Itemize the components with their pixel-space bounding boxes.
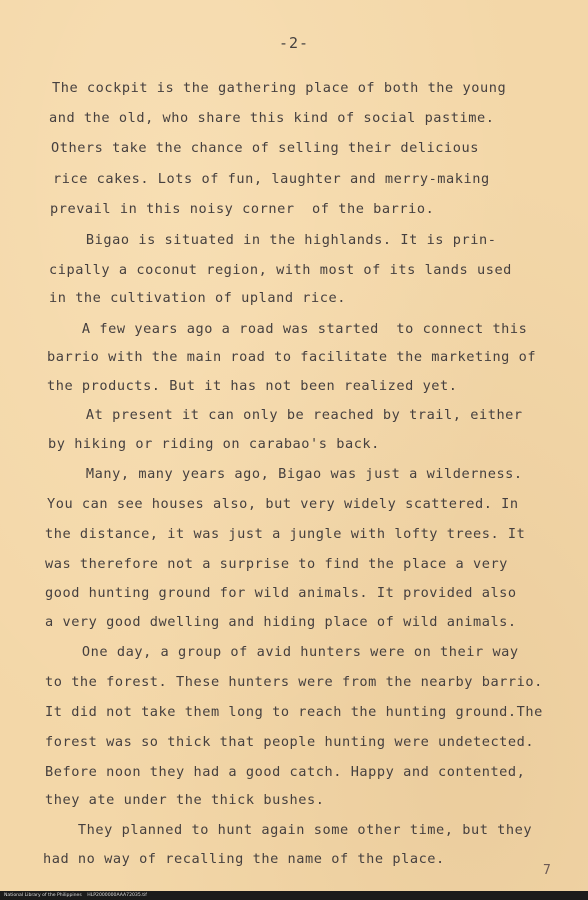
footer-bar xyxy=(0,891,588,900)
text-line: Bigao is situated in the highlands. It is prin- xyxy=(51,232,497,248)
text-line: One day, a group of avid hunters were on their way xyxy=(47,644,519,660)
text-line: cipally a coconut region, with most of its lands used xyxy=(49,262,512,278)
text-line: was therefore not a surprise to find the place a very xyxy=(45,556,508,572)
margin-mark: 7 xyxy=(543,863,551,878)
text-line: Many, many years ago, Bigao was just a wilderness. xyxy=(51,466,523,482)
text-line: and the old, who share this kind of social pastime. xyxy=(49,110,495,126)
page-number: -2- xyxy=(278,34,310,52)
text-line: The cockpit is the gathering place of both the young xyxy=(52,80,507,96)
text-line: They planned to hunt again some other time, but they xyxy=(43,822,533,838)
text-line: Before noon they had a good catch. Happy and contented, xyxy=(45,764,526,780)
text-line: to the forest. These hunters were from the nearby barrio. xyxy=(45,674,543,690)
text-line: It did not take them long to reach the hunting ground.The xyxy=(45,704,543,720)
text-line: Others take the chance of selling their delicious xyxy=(51,140,479,156)
text-line: You can see houses also, but very widely scattered. In xyxy=(47,496,519,512)
text-line: At present it can only be reached by trail, either xyxy=(51,407,523,423)
text-line: the products. But it has not been realized yet. xyxy=(47,378,458,394)
text-line: forest was so thick that people hunting were undetected. xyxy=(45,734,535,750)
text-line: good hunting ground for wild animals. It provided also xyxy=(45,585,517,601)
text-line: A few years ago a road was started to connect this xyxy=(47,321,528,337)
text-line: they ate under the thick bushes. xyxy=(45,792,325,808)
footer-library: National Library of the Philippines xyxy=(4,893,82,898)
text-line: a very good dwelling and hiding place of wild animals. xyxy=(45,614,517,630)
footer-file-id: HLP2000000AAA72035.tif xyxy=(87,893,147,898)
text-line: in the cultivation of upland rice. xyxy=(49,290,346,306)
text-line: rice cakes. Lots of fun, laughter and merry-making xyxy=(53,171,490,187)
text-line: the distance, it was just a jungle with lofty trees. It xyxy=(45,526,526,542)
text-line: prevail in this noisy corner of the barrio. xyxy=(50,201,435,217)
text-line: by hiking or riding on carabao's back. xyxy=(48,436,380,452)
text-line: had no way of recalling the name of the place. xyxy=(43,851,445,867)
text-line: barrio with the main road to facilitate the marketing of xyxy=(47,349,537,365)
